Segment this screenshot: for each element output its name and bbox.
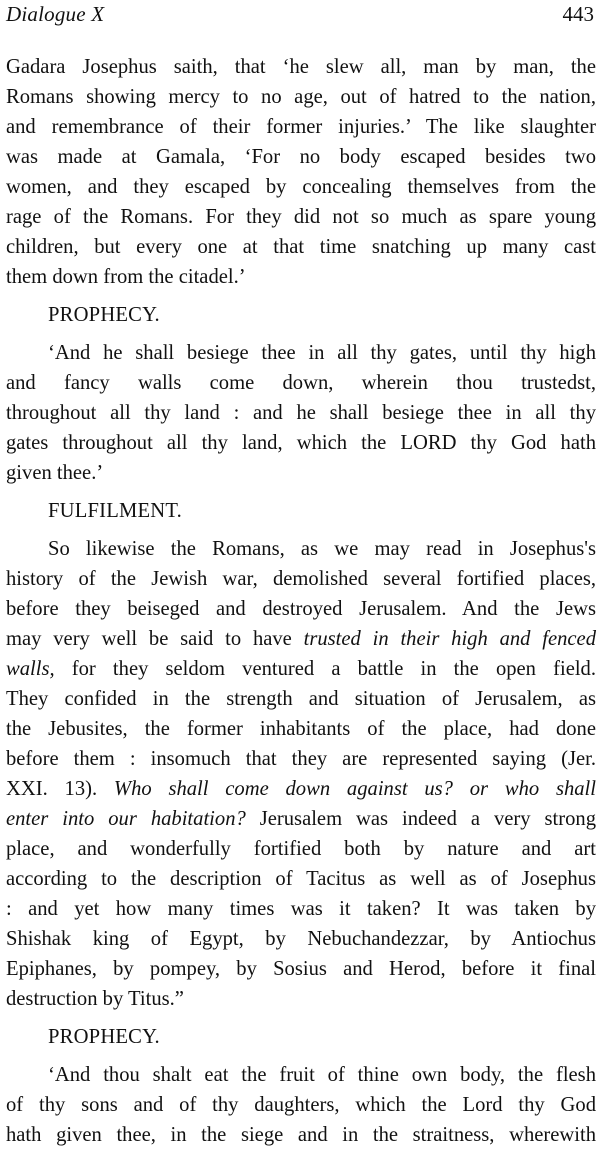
body-text [6,52,596,1150]
paragraph-gadara [6,52,596,292]
text-line: hath given thee, in the siege and in the straitness, wherewith [6,1124,596,1146]
text-line [6,654,596,684]
text-line: ‘And he shall besiege thee in all thy gates, until thy high [48,342,596,364]
text-line: place, and wonderfully fortified both by nature and art [6,838,596,860]
text-line: before them : insomuch that they are represented saying (Jer. [6,748,596,770]
italic-quote: Who shall come down against us? or who shall [113,778,596,800]
text-line [6,624,596,654]
paragraph-prophecy-fruit [6,1060,596,1150]
text-line: them down from the citadel.’ [6,266,246,288]
text-segment: XXI. 13). [6,778,114,800]
text-line: according to the description of Tacitus as well as of Josephus [6,868,596,890]
page-header [6,2,594,32]
text-segment: for they seldom ventured a battle in the open field. [54,658,596,680]
text-line: Romans showing mercy to no age, out of hatred to the nation, [6,86,596,108]
text-segment: Jerusalem was indeed a very strong [245,808,597,830]
italic-quote: walls, [6,658,55,680]
text-line: destruction by Titus.” [6,988,184,1010]
text-line: They confided in the strength and situation of Jerusalem, as [6,688,596,710]
paragraph-prophecy-besiege [6,338,596,488]
italic-quote: trusted in their high and fenced [303,628,596,650]
section-heading-fulfilment: FULFILMENT. [48,500,182,522]
running-head: Dialogue X [6,2,105,26]
text-line: gates throughout all thy land, which the LORD thy God hath [6,432,596,454]
text-line: Shishak king of Egypt, by Nebuchandezzar, by Antiochus [6,928,596,950]
text-line: children, but every one at that time snatching up many cast [6,236,596,258]
text-line: throughout all thy land : and he shall besiege thee in all thy [6,402,596,424]
text-line: women, and they escaped by concealing themselves from the [6,176,596,198]
text-line: the Jebusites, the former inhabitants of the place, had done [6,718,596,740]
text-line: and remembrance of their former injuries.’ The like slaughter [6,116,596,138]
text-line [6,804,596,834]
text-line: Gadara Josephus saith, that ‘he slew all, man by man, the [6,56,596,78]
text-line [6,774,596,804]
text-line: So likewise the Romans, as we may read in Josephus's [48,538,596,560]
text-line: rage of the Romans. For they did not so much as spare young [6,206,596,228]
text-segment: may very well be said to have [6,628,304,650]
text-line: was made at Gamala, ‘For no body escaped besides two [6,146,596,168]
text-line: ‘And thou shalt eat the fruit of thine own body, the flesh [48,1064,596,1086]
section-heading-prophecy: PROPHECY. [48,304,160,326]
page-number: 443 [562,2,594,26]
text-line: of thy sons and of thy daughters, which the Lord thy God [6,1094,596,1116]
text-line: and fancy walls come down, wherein thou trustedst, [6,372,596,394]
text-line: : and yet how many times was it taken? It was taken by [6,898,596,920]
paragraph-fulfilment [6,534,596,1014]
text-line: history of the Jewish war, demolished several fortified places, [6,568,596,590]
section-heading-prophecy-2: PROPHECY. [48,1026,160,1048]
text-line: given thee.’ [6,462,104,484]
text-line: before they beiseged and destroyed Jerusalem. And the Jews [6,598,596,620]
italic-quote: enter into our habitation? [6,808,246,830]
text-line: Epiphanes, by pompey, by Sosius and Herod, before it final [6,958,596,980]
